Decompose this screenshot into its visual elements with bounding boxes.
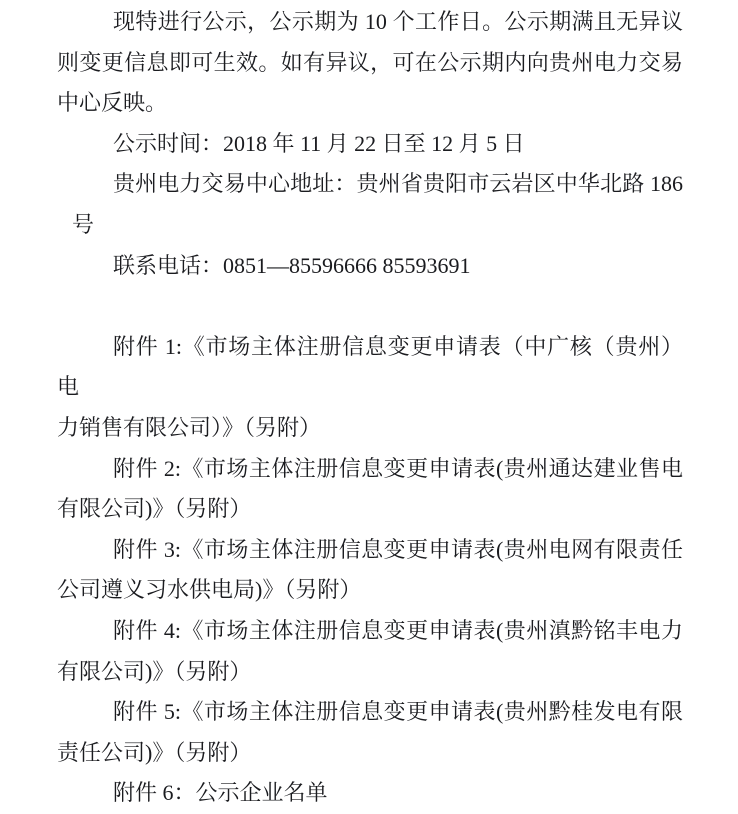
text-line: 公司遵义习水供电局)》（另附） [57, 577, 362, 603]
text-line: 附件 5:《市场主体注册信息变更申请表(贵州黔桂发电有限 [113, 699, 683, 725]
text-line: 附件 6：公示企业名单 [113, 780, 328, 806]
text-line: 有限公司)》（另附） [57, 496, 252, 522]
blank-line [57, 286, 683, 327]
paragraph-attachment-3 [57, 530, 683, 611]
paragraph-publicity-time [57, 124, 683, 165]
text-line: 有限公司)》（另附） [57, 658, 252, 684]
text-line: 力销售有限公司）》（另附） [57, 414, 322, 440]
paragraph-attachment-4 [57, 611, 683, 692]
text-line: 附件 4:《市场主体注册信息变更申请表(贵州滇黔铭丰电力 [113, 617, 683, 643]
text-line: 贵州电力交易中心地址：贵州省贵阳市云岩区中华北路 186 [113, 171, 683, 197]
text-line: 公示时间：2018 年 11 月 22 日至 12 月 5 日 [113, 130, 525, 156]
paragraph-intro [57, 2, 683, 124]
paragraph-attachment-1 [57, 327, 683, 449]
text-line: 现特进行公示，公示期为 10 个工作日。公示期满且无异议 [113, 9, 683, 34]
paragraph-center-address [57, 164, 683, 245]
text-line: 附件 3:《市场主体注册信息变更申请表(贵州电网有限责任 [113, 536, 683, 562]
text-line: 附件 2:《市场主体注册信息变更申请表(贵州通达建业售电 [113, 455, 683, 481]
text-line: 联系电话：0851—85596666 85593691 [113, 252, 471, 278]
paragraph-attachment-6 [57, 773, 683, 814]
document-body [57, 2, 683, 814]
text-line: 附件 1:《市场主体注册信息变更申请表（中广核（贵州）电 [57, 333, 683, 400]
paragraph-attachment-5 [57, 692, 683, 773]
text-line: 责任公司)》（另附） [57, 739, 252, 765]
text-line: 号 [72, 211, 95, 237]
paragraph-blank-separator [57, 286, 683, 327]
paragraph-contact-phone [57, 246, 683, 287]
text-line: 则变更信息即可生效。如有异议，可在公示期内向贵州电力交易 [57, 49, 683, 75]
text-line: 中心反映。 [57, 90, 168, 116]
paragraph-attachment-2 [57, 449, 683, 530]
